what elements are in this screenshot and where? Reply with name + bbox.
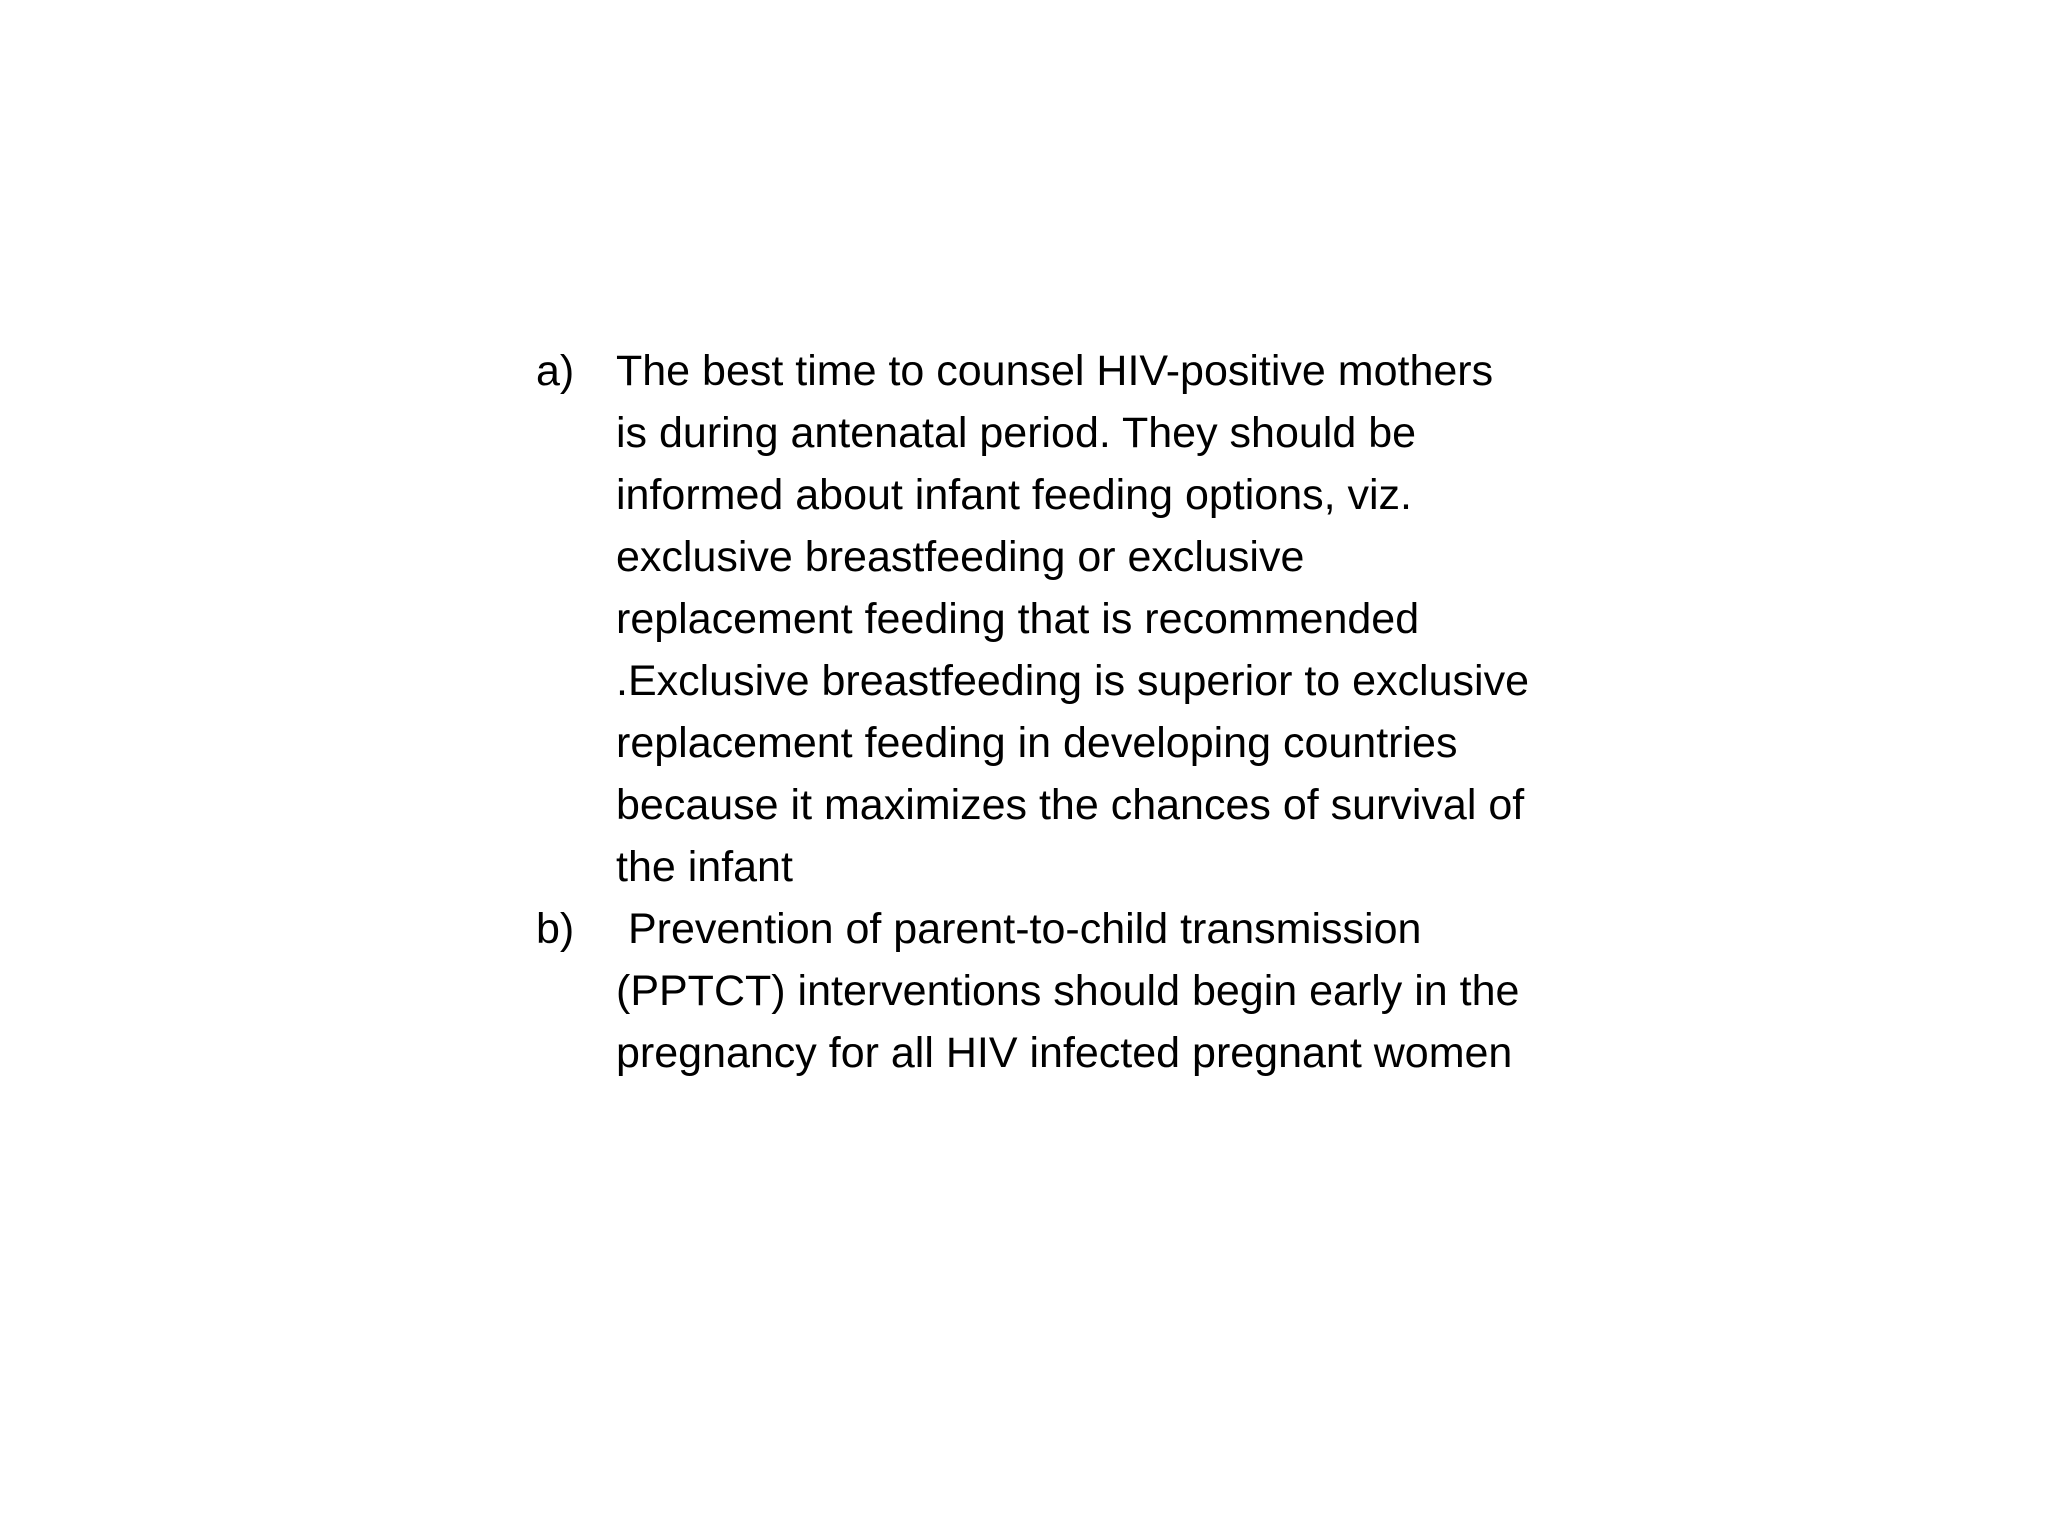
list-marker-a: a) <box>536 347 575 395</box>
list-item-text-a: The best time to counsel HIV-positive mothers is during antenatal period. They should be informed about infant feeding options, viz. exclusive breastfeeding or exclusive replacement feeding that is recommended .Exclusive breastfeeding is superior to exclusive replacement feeding in developing countries because it maximizes the chances of survival of the infant <box>616 347 1529 891</box>
list-item-a <box>536 340 1536 898</box>
list-item-text-b: Prevention of parent-to-child transmission (PPTCT) interventions should begin early in the pregnancy for all HIV infected pregnant women <box>616 905 1532 1077</box>
list-item-b <box>536 898 1536 1084</box>
list-marker-b: b) <box>536 905 575 953</box>
ordered-list <box>536 340 1536 1084</box>
